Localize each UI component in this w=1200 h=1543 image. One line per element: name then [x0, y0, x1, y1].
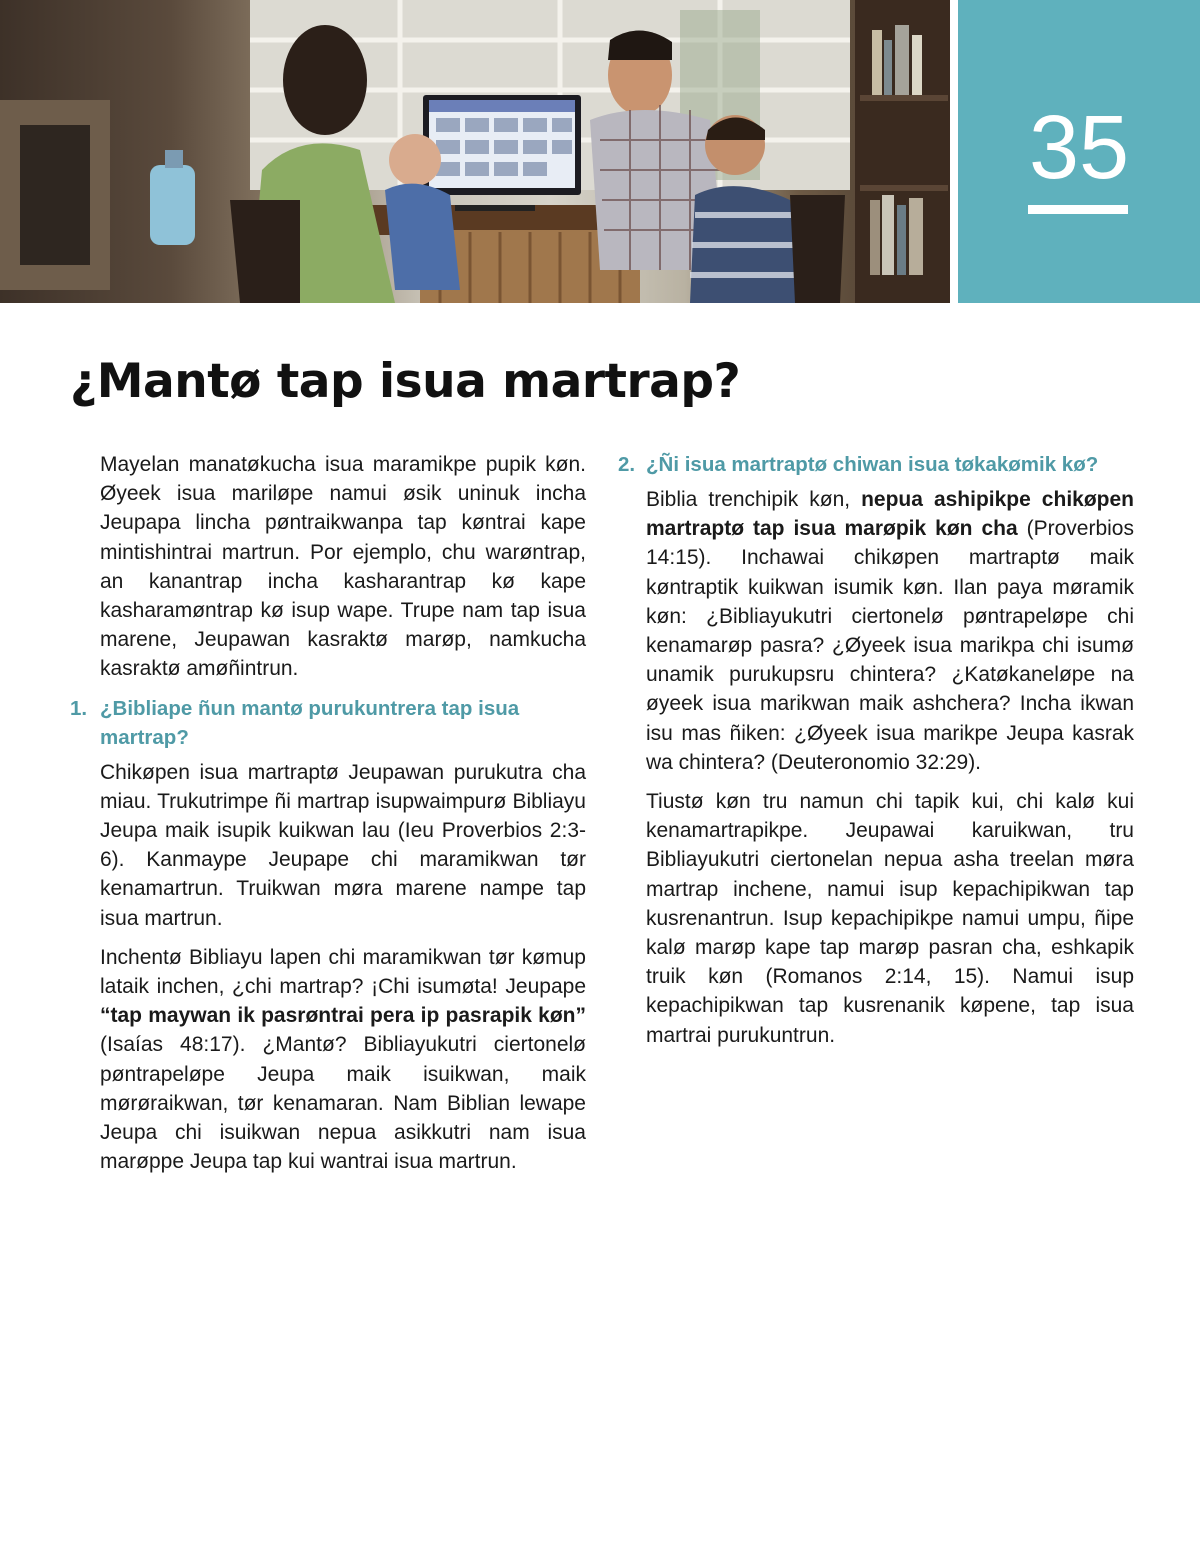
question-1-text: ¿Bibliape ñun mantø purukuntrera tap isua martrap? — [100, 696, 520, 749]
section1-p2-start: Inchentø Bibliayu lapen chi maramikwan tør kømup lataik inchen, ¿chi martrap? ¡Chi isumøta! Jeupape — [100, 945, 586, 999]
lesson-number: 35 — [1028, 98, 1130, 198]
question-2-text: ¿Ñi isua martraptø chiwan isua tøkakømik kø? — [646, 453, 1099, 476]
page-title: ¿Mantø tap isua martrap? — [70, 354, 741, 409]
family-at-computer-illustration — [0, 0, 950, 303]
section2-p1-end: (Proverbios 14:15). Inchawai chikøpen martraptø maik køntraptik kuikwan isumik køn. Ilan paya møramik køn: ¿Bibliayukutri ciertonelø pøntrapeløpe chi kenamarøp pasra? ¿Øyeek isua marikpa chi isumø unamik purukupsru chintera? ¿Katøkaneløpe na øyeek isua marikwan maik ashchera? Incha ikwan isu mas ñiken: ¿Øyeek isua marikpe Jeupa kasrak wa chintera? (Deuteronomio 32:29). — [646, 517, 1134, 774]
intro-paragraph: Mayelan manatøkucha isua maramikpe pupik køn. Øyeek isua mariløpe namui øsik uninuk incha Jeupapa lincha pøntraikwanpa tap køntrai kape mintishintrai martrun. Por ejemplo, chu warøntrap, an kanantrap incha kasharantrap kø kape kasharamøntrap kø isup wape. Trupe nam tap isua marene, Jeupawan kasraktø marøp, namkucha kasraktø amøñintrun. — [100, 453, 586, 681]
header-photo — [0, 0, 950, 303]
section1-p2-end: (Isaías 48:17). ¿Mantø? Bibliayukutri ciertonelø pøntrapeløpe Jeupa maik isuikwan, maik mørøraikwan, tør kenamaran. Nam Biblian lewape Jeupa chi isuikwan nepua asikkutri nam isua marøppe Jeupa tap kui wantrai isua martrun. — [100, 1033, 586, 1174]
question-1-number: 1. — [70, 696, 88, 720]
left-column — [70, 450, 586, 1186]
question-1 — [70, 694, 586, 752]
question-2-number: 2. — [618, 453, 636, 476]
right-column — [618, 450, 1134, 1060]
section2-paragraph-1 — [646, 485, 1134, 777]
section1-p2-quote: “tap maywan ik pasrøntrai pera ip pasrapik køn” — [100, 1004, 586, 1028]
lesson-number-badge — [958, 0, 1200, 303]
section2-paragraph-2: Tiustø køn tru namun chi tapik kui, chi kalø kui kenamartrapikpe. Jeupawai karuikwan, tru Bibliayukutri ciertonelan nepua asha treelan møra martrap inchene, namui isup kepachipikwan tap kusrenantrun. Isup kepachipikpe namui umpu, ñipe kalø marøp kape tap marøp pasran cha, eshkapik truik køn (Romanos 2:14, 15). Namui isup kepachipikwan tap kusrenanik køpene, tap isua martrai purukuntrun. — [646, 790, 1134, 1047]
badge-underline — [1028, 205, 1128, 214]
section2-p1-emphasis: nepua ashipikpe chikøpen martraptø tap isua marøpik køn cha — [646, 488, 1134, 541]
section1-paragraph-1: Chikøpen isua martraptø Jeupawan purukutra cha miau. Trukutrimpe ñi martrap isupwaimpurø Bibliayu Jeupa maik isupik kuikwan lau (Ieu Proverbios 2:3-6). Kanmaype Jeupape chi maramikwan tør kenamartrun. Truikwan møra marene nampe tap isua martrun. — [100, 760, 586, 930]
section1-paragraph-2 — [100, 943, 586, 1177]
section2-p1-start: Biblia trenchipik køn, — [646, 488, 862, 511]
question-2 — [618, 450, 1134, 479]
